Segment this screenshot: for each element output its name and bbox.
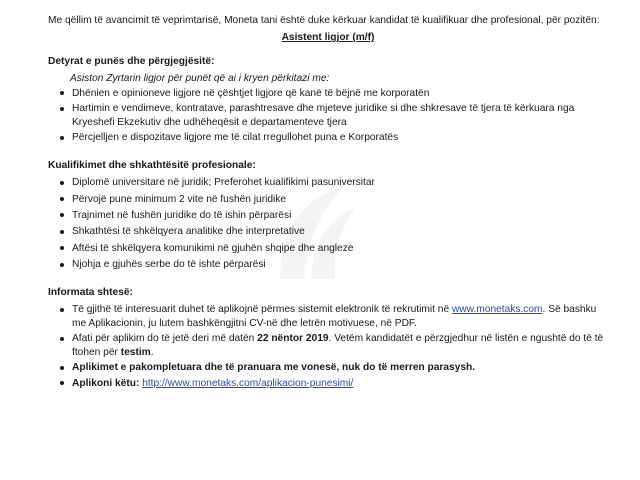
- list-item: Njohja e gjuhës serbe do të ishte përparësi: [60, 258, 608, 271]
- list-item: [60, 332, 608, 359]
- info-text: Afati për aplikim do të jetë deri më datën: [72, 333, 258, 345]
- position-title: Asistent ligjor (m/f): [281, 32, 375, 44]
- duties-list: [48, 87, 608, 145]
- list-item: Përvojë pune minimum 2 vite në fushën juridike: [60, 193, 608, 206]
- job-posting: [48, 14, 608, 404]
- duties-section: [48, 55, 608, 145]
- apply-label: Aplikoni këtu:: [72, 377, 143, 389]
- info-heading: Informata shtesë:: [48, 286, 133, 298]
- list-item: Diplomë universitare në juridik; Preferohet kualifikimi pasuniversitar: [60, 176, 608, 189]
- website-link[interactable]: www.monetaks.com: [451, 304, 543, 316]
- intro-text: Me qëllim të avancimit të veprimtarisë, Moneta tani është duke kërkuar kandidat të kualifikuar dhe profesional, për pozitën:: [48, 15, 600, 26]
- info-text: Të gjithë të interesuarit duhet të aplikojnë përmes sistemit elektronik të rekrutimit në: [72, 304, 452, 316]
- list-item: Dhënien e opinioneve ligjore në çështjet ligjore që kanë të bëjnë me korporatën: [60, 87, 608, 100]
- list-item: Përcjelljen e dispozitave ligjore me të cilat rregullohet puna e Korporatës: [60, 131, 608, 144]
- testing-word: testim: [120, 346, 151, 358]
- list-item: Trajnimet në fushën juridike do të ishin përparësi: [60, 209, 608, 222]
- info-list: [48, 303, 608, 390]
- qualifications-heading: Kualifikimet dhe shkathtësitë profesionale:: [48, 159, 256, 171]
- qualifications-section: [48, 159, 608, 272]
- info-text: . Vetëm kandidatët e përzgjedhur në listën e ngushtë do të të ftohen për: [72, 333, 604, 358]
- qualifications-list: [48, 176, 608, 272]
- list-item: Hartimin e vendimeve, kontratave, parashtresave dhe mjeteve juridike si dhe shkresave të tjera të kërkuara nga Kryeshefi Ekzekutiv dhe udhëheqësit e departamenteve tjera: [60, 102, 608, 129]
- info-section: [48, 286, 608, 390]
- list-item: Aplikimet e pakompletuara dhe të pranuara me vonesë, nuk do të merren parasysh.: [60, 361, 608, 374]
- list-item: Shkathtësi të shkëlqyera analitike dhe interpretative: [60, 225, 608, 238]
- info-text: .: [150, 346, 154, 358]
- list-item: Aftësi të shkëlqyera komunikimi në gjuhën shqipe dhe angleze: [60, 242, 608, 255]
- list-item: [60, 377, 608, 390]
- duties-lead: Asiston Zyrtarin ligjor për punët që ai i kryen përkitazi me:: [70, 73, 330, 85]
- duties-heading: Detyrat e punës dhe përgjegjësitë:: [48, 55, 215, 67]
- info-text: . Së bashku me Aplikacionin, ju lutem bashkëngjitni CV-në dhe letrën motivuese, në PDF.: [72, 304, 597, 329]
- deadline-date: 22 nëntor 2019: [257, 333, 329, 345]
- list-item: [60, 303, 608, 330]
- apply-link[interactable]: http://www.monetaks.com/aplikacion-punesimi/: [142, 377, 354, 389]
